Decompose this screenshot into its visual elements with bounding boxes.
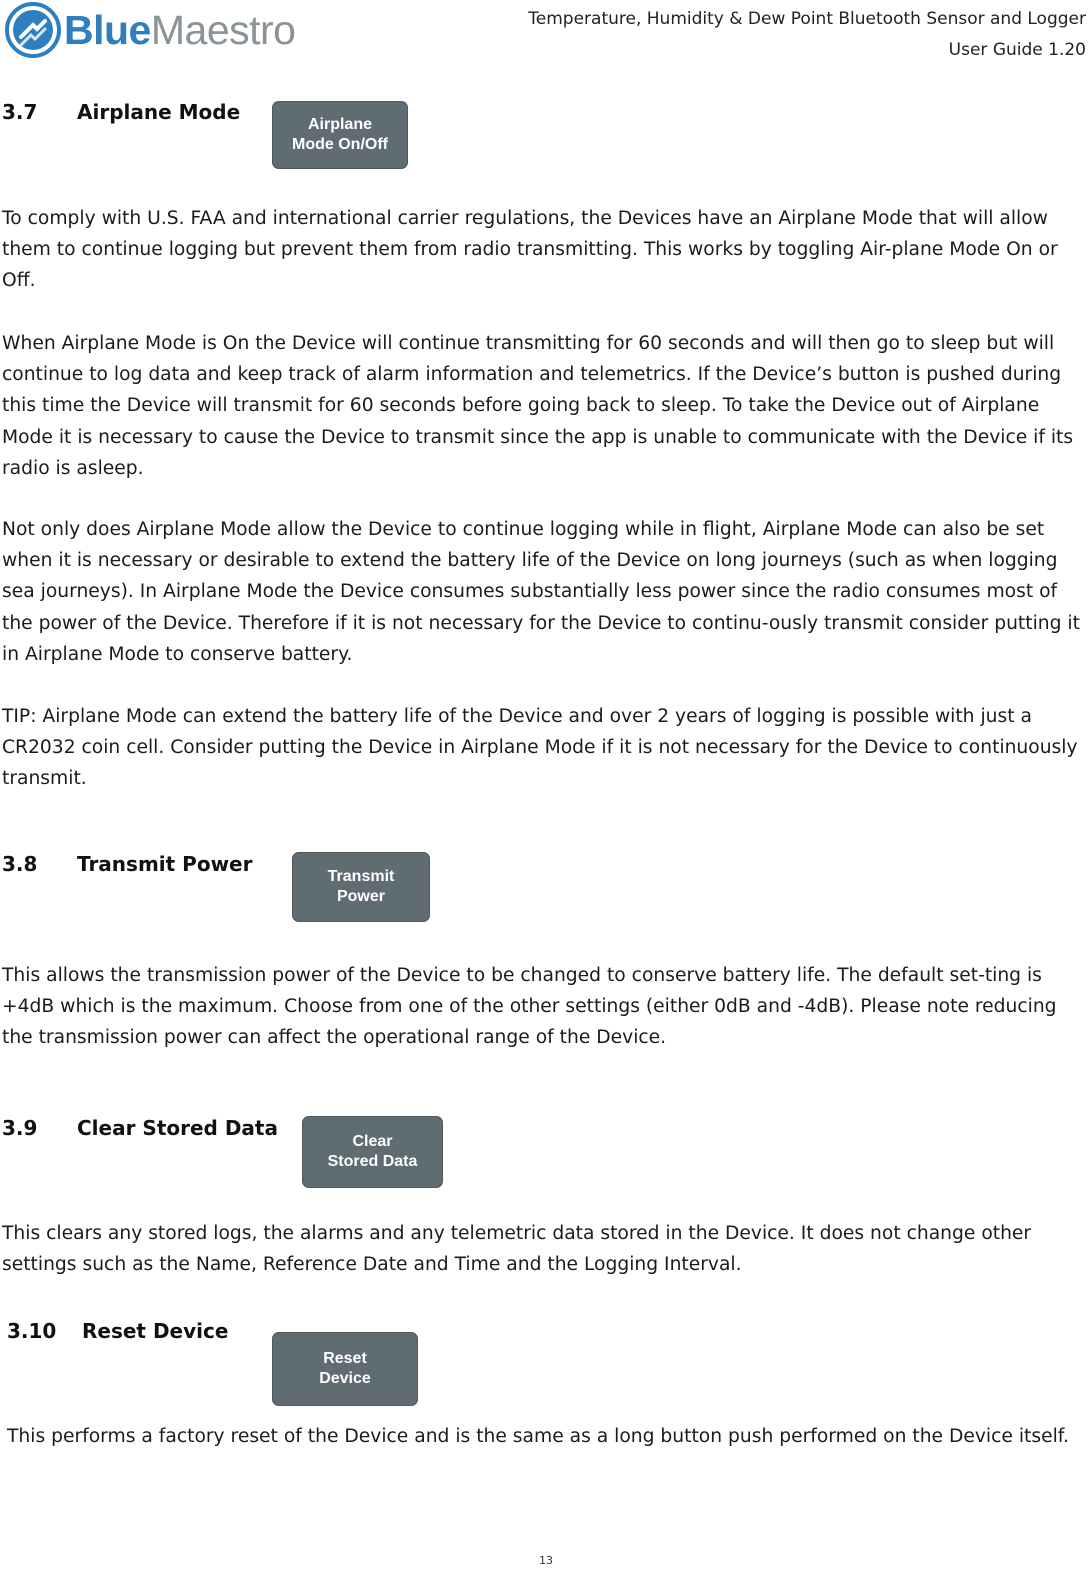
document-header (528, 4, 1086, 66)
paragraph: This performs a factory reset of the Device and is the same as a long button push performed on the Device itself. (7, 1426, 1069, 1447)
bluemaestro-logo-icon (4, 1, 62, 59)
logo-wordmark: BlueMaestro (64, 6, 296, 53)
section-heading-3-7: 3.7 Airplane Mode (2, 100, 241, 124)
paragraph: When Airplane Mode is On the Device will continue transmitting for 60 seconds and will then go to sleep but will continue to log data and keep track of alarm information and telemetrics. If the Device’s button is pushed during this time the Device will transmit for 60 seconds before going back to sleep. To take the Device out of Airplane Mode it is necessary to cause the Device to transmit since the app is unable to communicate with the Device if its radio is asleep. (2, 333, 1074, 479)
page-number: 13 (539, 1554, 553, 1567)
clear-stored-data-button[interactable]: Clear Stored Data (302, 1116, 443, 1188)
airplane-mode-button[interactable]: Airplane Mode On/Off (272, 101, 408, 169)
section-heading-3-10: 3.10 Reset Device (7, 1319, 229, 1343)
header-title: Temperature, Humidity & Dew Point Bluetooth Sensor and Logger (528, 9, 1086, 29)
section-heading-3-8: 3.8 Transmit Power (2, 852, 253, 876)
paragraph: This allows the transmission power of the Device to be changed to conserve battery life. The default set-ting is +4dB which is the maximum. Choose from one of the other settings (either 0dB and -4dB). Please note reducing the transmission power can affect the operational range of the Device. (2, 965, 1057, 1049)
paragraph: To comply with U.S. FAA and international carrier regulations, the Devices have an Airplane Mode that will allow them to continue logging but prevent them from radio transmitting. This works by toggling Air-plane Mode On or Off. (2, 208, 1058, 292)
bluemaestro-logo (4, 0, 295, 60)
reset-device-button[interactable]: Reset Device (272, 1332, 418, 1406)
paragraph: Not only does Airplane Mode allow the Device to continue logging while in flight, Airplane Mode can also be set when it is necessary or desirable to extend the battery life of the Device on long journeys (such as when logging sea journeys). In Airplane Mode the Device consumes substantially less power since the radio consumes most of the power of the Device. Therefore if it is not necessary for the Device to continu-ously transmit consider putting it in Airplane Mode to conserve battery. (2, 519, 1080, 665)
header-version: User Guide 1.20 (948, 40, 1086, 60)
transmit-power-button[interactable]: Transmit Power (292, 852, 430, 922)
section-heading-3-9: 3.9 Clear Stored Data (2, 1116, 278, 1140)
paragraph: TIP: Airplane Mode can extend the battery life of the Device and over 2 years of logging is possible with just a CR2032 coin cell. Consider putting the Device in Airplane Mode if it is not necessary for the Device to continuously transmit. (2, 706, 1078, 790)
paragraph: This clears any stored logs, the alarms and any telemetric data stored in the Device. It does not change other settings such as the Name, Reference Date and Time and the Logging Interval. (2, 1223, 1032, 1276)
